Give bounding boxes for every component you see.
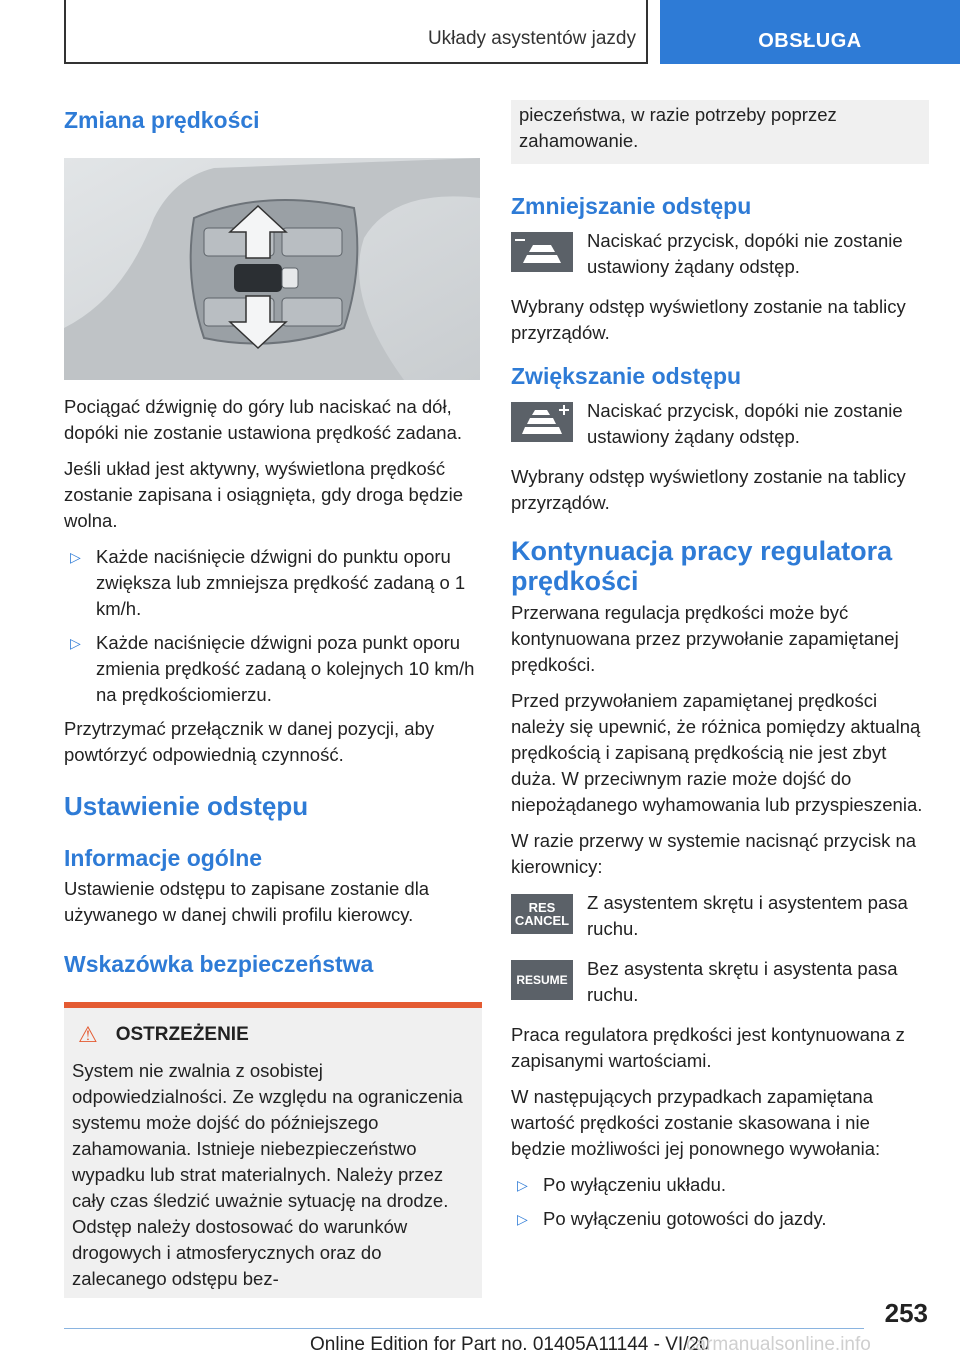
paragraph-active-system: Jeśli układ jest aktywny, wyświetlona prędkość zostanie zapisana i osiągnięta, gdy droga będzie wolna.	[64, 458, 464, 531]
list-item: ▷ Każde naciśnięcie dźwigni poza punkt oporu zmienia prędkość zadaną o kolejnych 10 km/h na prędkościomierzu.	[70, 632, 475, 705]
decrease-distance-row	[511, 228, 929, 280]
left-column	[64, 100, 482, 1298]
warning-text: System nie zwalnia z osobistej odpowiedzialności. Ze względu na ograniczenia systemu może dojść do późniejszego zahamowania. Istnieje niebezpieczeństwo wypadku lub strat materialnych. Należy przez cały czas śledzić uważnie sytuację na drodze. Odstęp należy dostosować do warunków drogowych i atmosferycznych oraz do zalecanego odstępu bez-	[72, 1060, 463, 1289]
header-rule-bottom	[64, 62, 648, 64]
paragraph-distance-profile: Ustawienie odstępu to zapisane zostanie dla używanego w danej chwili profilu kierowcy.	[64, 878, 430, 925]
bullet-triangle-icon: ▷	[70, 549, 81, 565]
footer-watermark: carmanualsonline.info	[686, 1334, 871, 1355]
heading-increase-distance: Zwiększanie odstępu	[511, 363, 742, 389]
res-cancel-button-icon: RES CANCEL	[511, 894, 573, 934]
header-section-title: Układy asystentów jazdy	[427, 28, 636, 49]
footer-edition: Online Edition for Part no. 01405A11144 - VI/20	[310, 1334, 710, 1355]
heading-general-info: Informacje ogólne	[64, 845, 263, 871]
warning-triangle-icon: ⚠	[78, 1022, 98, 1047]
page-number: 253	[884, 1298, 928, 1328]
steering-lever-icon	[64, 158, 480, 380]
heading-decrease-distance: Zmniejszanie odstępu	[511, 193, 752, 219]
resume-row	[511, 956, 929, 1008]
res-cancel-text: Z asystentem skrętu i asystentem pasa ruchu.	[587, 892, 908, 939]
increase-distance-row	[511, 398, 929, 450]
paragraph-resume-intro: Przerwana regulacja prędkości może być kontynuowana przez przywołanie zapamiętanej prędkości.	[511, 602, 899, 675]
bullet-triangle-icon: ▷	[517, 1211, 528, 1227]
increase-distance-button-icon	[511, 402, 573, 442]
paragraph-pull-lever: Pociągać dźwignię do góry lub naciskać na dół, dopóki nie zostanie ustawiona prędkość zadana.	[64, 396, 463, 443]
decrease-distance-after: Wybrany odstęp wyświetlony zostanie na tablicy przyrządów.	[511, 296, 906, 343]
warning-box-continuation	[511, 100, 929, 164]
paragraph-resume-values: Praca regulatora prędkości jest kontynuowana z zapisanymi wartościami.	[511, 1024, 905, 1071]
warning-title: ⚠ OSTRZEŻENIE	[78, 1022, 249, 1047]
footer-rule	[64, 1328, 864, 1329]
list-item: ▷ Po wyłączeniu układu.	[511, 1172, 929, 1198]
res-cancel-row	[511, 890, 929, 942]
paragraph-resume-check: Przed przywołaniem zapamiętanej prędkości należy się upewnić, że różnica pomiędzy aktualną prędkością i zapisaną prędkością nie jest zbyt duża. W przeciwnym razie może dojść do niepożądanego wyhamowania lub przyspieszenia.	[511, 690, 923, 815]
increase-distance-after: Wybrany odstęp wyświetlony zostanie na tablicy przyrządów.	[511, 466, 906, 513]
steering-wheel-lever-illustration	[64, 158, 480, 380]
bullet-triangle-icon: ▷	[517, 1177, 528, 1193]
heading-resume-cruise: Kontynuacja pracy regulatora prędkości	[511, 536, 893, 596]
speed-step-list	[64, 544, 482, 708]
paragraph-resume-press: W razie przerwy w systemie nacisnąć przycisk na kierownicy:	[511, 830, 917, 877]
list-item: ▷ Każde naciśnięcie dźwigni do punktu oporu zwiększa lub zmniejsza prędkość zadaną o 1 km/h.	[70, 546, 466, 619]
warning-text-continuation: pieczeństwa, w razie potrzeby poprzez zahamowanie.	[519, 104, 837, 151]
decrease-distance-button-icon	[511, 232, 573, 272]
paragraph-reset-cases: W następujących przypadkach zapamiętana wartość prędkości zostanie skasowana i nie będzie możliwości jej ponownego wywołania:	[511, 1086, 881, 1159]
decrease-distance-text: Naciskać przycisk, dopóki nie zostanie ustawiony żądany odstęp.	[587, 230, 903, 277]
increase-distance-text: Naciskać przycisk, dopóki nie zostanie ustawiony żądany odstęp.	[587, 400, 903, 447]
right-column	[511, 100, 929, 1240]
warning-box	[64, 1002, 482, 1298]
paragraph-hold-switch: Przytrzymać przełącznik w danej pozycji, aby powtórzyć odpowiednią czynność.	[64, 718, 435, 765]
resume-text: Bez asystenta skrętu i asystenta pasa ruchu.	[587, 958, 898, 1005]
resume-button-icon: RESUME	[511, 960, 573, 1000]
bullet-triangle-icon: ▷	[70, 635, 81, 651]
list-item: ▷ Po wyłączeniu gotowości do jazdy.	[511, 1206, 929, 1232]
heading-safety-note: Wskazówka bezpieczeństwa	[64, 951, 374, 977]
header-chapter-tab: OBSŁUGA	[660, 0, 960, 64]
heading-distance-setting: Ustawienie odstępu	[64, 791, 309, 821]
heading-speed-change: Zmiana prędkości	[64, 107, 260, 133]
header-rule-right	[646, 0, 648, 64]
reset-cases-list	[511, 1172, 929, 1232]
